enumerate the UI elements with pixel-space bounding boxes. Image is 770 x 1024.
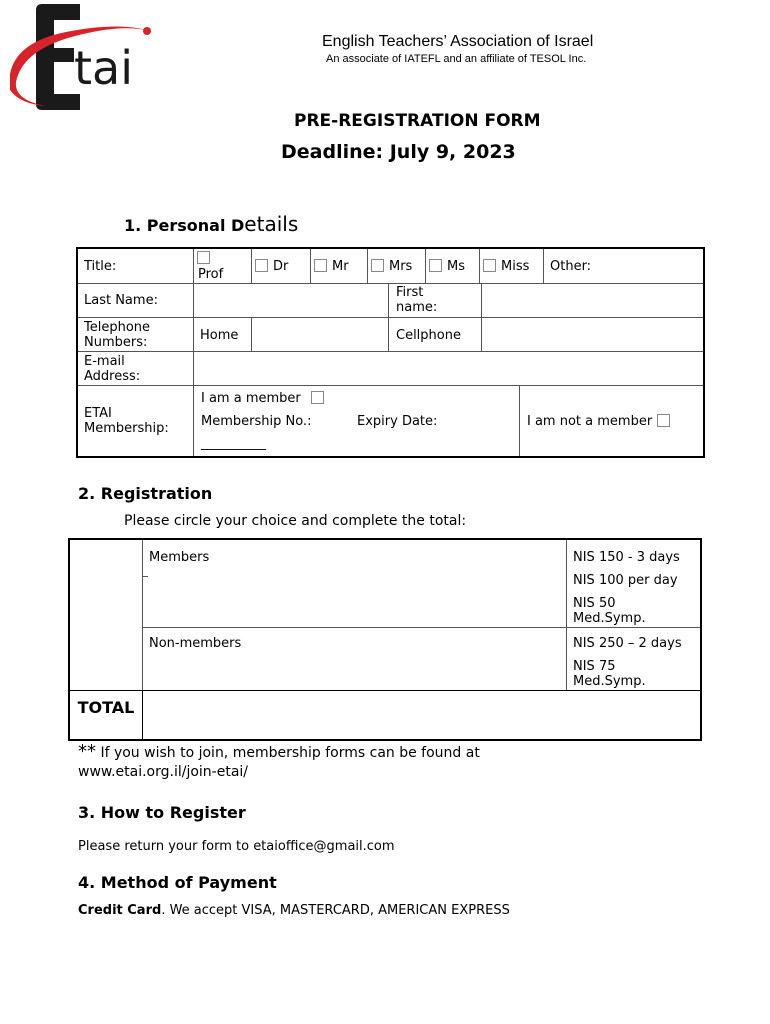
logo-text-tai: tai <box>74 41 134 95</box>
member-option[interactable] <box>201 391 329 406</box>
title-option-mrs[interactable] <box>371 259 412 274</box>
title-option-mr[interactable] <box>314 259 349 274</box>
ms-checkbox[interactable] <box>429 259 442 272</box>
membership-no-blank[interactable]: __________ <box>201 436 266 451</box>
home-phone-field[interactable] <box>252 318 387 350</box>
title-option-ms[interactable] <box>429 259 465 274</box>
join-link[interactable]: www.etai.org.il/join-etai/ <box>78 764 249 780</box>
expiry-date-label: Expiry Date: <box>357 414 438 429</box>
etai-logo <box>6 2 156 114</box>
total-field[interactable] <box>144 692 698 737</box>
mrs-checkbox[interactable] <box>371 259 384 272</box>
total-label: TOTAL <box>77 698 135 717</box>
cellphone-label: Cellphone <box>396 328 461 343</box>
member-label: I am a member <box>201 391 301 406</box>
heading-prefix: 1. Personal D <box>124 216 245 235</box>
section-registration-heading: 2. Registration <box>78 484 213 503</box>
home-label: Home <box>200 328 239 343</box>
mrs-label: Mrs <box>389 259 413 274</box>
title-label: Title: <box>84 259 117 274</box>
membership-no-label: Membership No.: <box>201 414 312 429</box>
heading-suffix: etails <box>244 212 299 236</box>
payment-details: . We accept VISA, MASTERCARD, AMERICAN EXPRESS <box>161 903 510 918</box>
member-checkbox[interactable] <box>311 391 324 404</box>
not-member-option[interactable] <box>527 414 675 429</box>
dr-checkbox[interactable] <box>255 259 268 272</box>
section-personal-details-heading <box>124 212 298 236</box>
members-label: Members <box>149 550 210 565</box>
return-instruction: Please return your form to etaioffice@gmail.com <box>78 839 395 854</box>
email-label: E-mail Address: <box>84 354 141 384</box>
mr-checkbox[interactable] <box>314 259 327 272</box>
prof-checkbox[interactable] <box>197 251 210 264</box>
not-member-checkbox[interactable] <box>657 414 670 427</box>
note-stars: ** <box>78 741 96 762</box>
title-option-dr[interactable] <box>255 259 288 274</box>
last-name-field[interactable] <box>194 284 387 316</box>
nonmembers-price-2days[interactable]: NIS 250 – 2 days <box>573 636 682 651</box>
membership-label: ETAI Membership: <box>84 406 169 436</box>
miss-checkbox[interactable] <box>483 259 496 272</box>
not-member-label: I am not a member <box>527 414 653 429</box>
payment-text <box>78 903 510 918</box>
last-name-label: Last Name: <box>84 293 158 308</box>
dr-label: Dr <box>273 259 289 274</box>
title-prof-label: Prof <box>198 267 224 282</box>
nonmembers-label: Non-members <box>149 636 242 651</box>
ms-label: Ms <box>447 259 465 274</box>
members-price-medsymp[interactable]: NIS 50 Med.Symp. <box>573 596 646 626</box>
mr-label: Mr <box>332 259 349 274</box>
title-option-prof[interactable] <box>197 251 215 266</box>
telephone-label: Telephone Numbers: <box>84 320 151 350</box>
note-line1: If you wish to join, membership forms can be found at <box>96 745 480 761</box>
cellphone-field[interactable] <box>482 318 703 350</box>
deadline: Deadline: July 9, 2023 <box>281 141 516 163</box>
section-how-to-register-heading: 3. How to Register <box>78 803 246 822</box>
title-option-miss[interactable] <box>483 259 529 274</box>
org-name: English Teachers’ Association of Israel <box>322 33 594 50</box>
miss-label: Miss <box>501 259 530 274</box>
personal-details-table <box>76 247 705 458</box>
email-field[interactable] <box>194 352 703 384</box>
form-title: PRE-REGISTRATION FORM <box>294 111 541 126</box>
org-subtitle: An associate of IATEFL and an affiliate of TESOL Inc. <box>326 53 587 65</box>
credit-card-label: Credit Card <box>78 903 162 918</box>
nonmembers-price-medsymp[interactable]: NIS 75 Med.Symp. <box>573 659 646 689</box>
registration-instruction: Please circle your choice and complete the total: <box>124 513 467 529</box>
members-price-per-day[interactable]: NIS 100 per day <box>573 573 678 588</box>
registration-table <box>68 538 702 741</box>
members-price-3days[interactable]: NIS 150 - 3 days <box>573 550 680 565</box>
membership-note <box>78 742 480 782</box>
section-payment-heading: 4. Method of Payment <box>78 873 277 892</box>
title-other-label: Other: <box>550 259 592 274</box>
first-name-field[interactable] <box>482 284 703 316</box>
logo-dot <box>143 27 151 35</box>
first-name-label: First name: <box>396 285 438 315</box>
